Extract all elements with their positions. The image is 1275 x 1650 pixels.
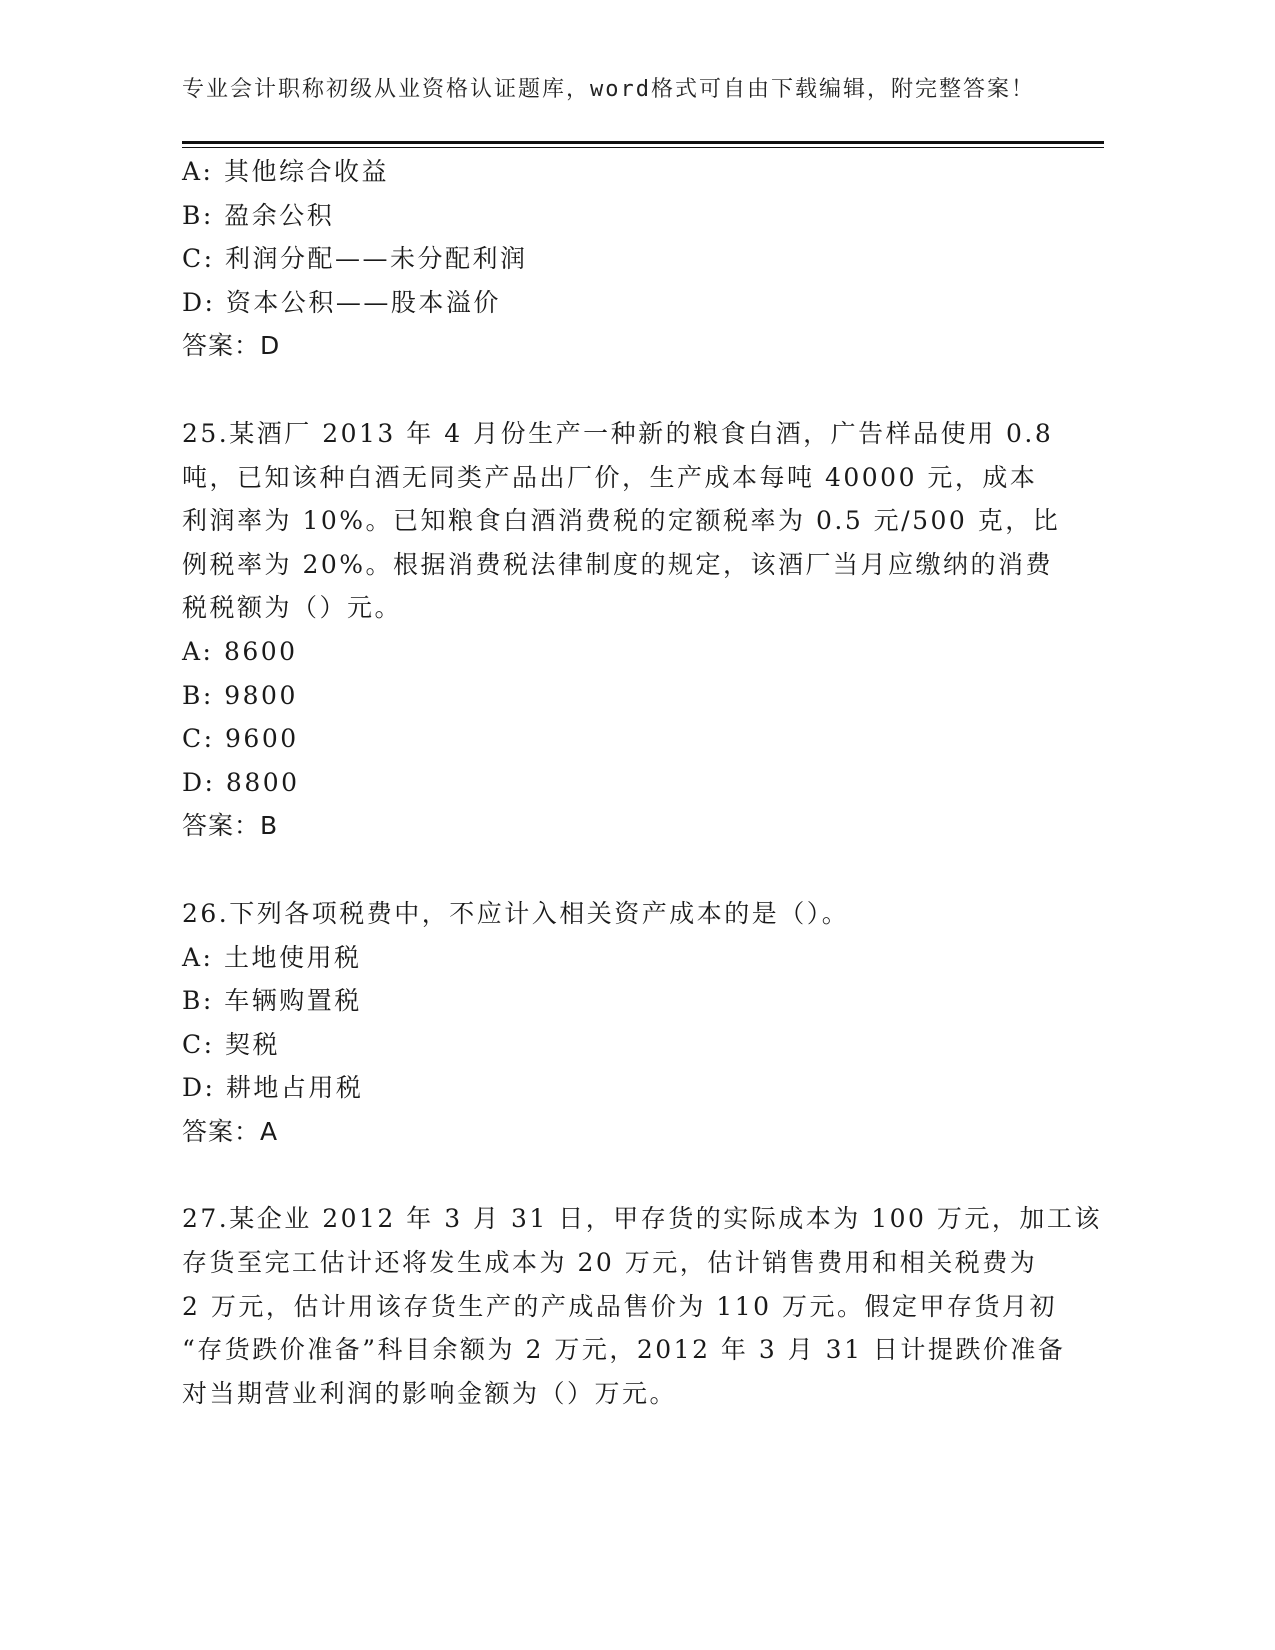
option-c: C: 9600 xyxy=(182,724,299,754)
question-stem-line: 税税额为（）元。 xyxy=(182,593,403,623)
question-stem-line: “存货跌价准备”科目余额为 2 万元，2012 年 3 月 31 日计提跌价准备 xyxy=(182,1335,1066,1365)
option-d: D: 耕地占用税 xyxy=(182,1073,364,1103)
question-content xyxy=(182,150,1102,1415)
question-stem-line: 利润率为 10%。已知粮食白酒消费税的定额税率为 0.5 元/500 克，比 xyxy=(182,506,1061,536)
question-stem-line: 对当期营业利润的影响金额为（）万元。 xyxy=(182,1378,678,1408)
question-stem-line: 吨，已知该种白酒无同类产品出厂价，生产成本每吨 40000 元，成本 xyxy=(182,462,1038,492)
question-stem-line: 2 万元，估计用该存货生产的产成品售价为 110 万元。假定甲存货月初 xyxy=(182,1291,1057,1321)
option-c: C: 利润分配——未分配利润 xyxy=(182,244,528,274)
option-b: B: 9800 xyxy=(182,680,298,710)
prev-question xyxy=(182,150,1042,368)
answer-line: 答案：D xyxy=(182,331,281,361)
header-rule-thick xyxy=(182,141,1104,144)
option-d: D: 资本公积——股本溢价 xyxy=(182,287,501,317)
spacer xyxy=(182,1153,1042,1197)
answer-line: 答案：A xyxy=(182,1116,279,1146)
option-b: B: 车辆购置税 xyxy=(182,986,362,1016)
spacer xyxy=(182,848,1042,892)
option-a: A: 8600 xyxy=(182,636,298,666)
question-27 xyxy=(182,1197,1102,1415)
question-stem-line: 26.下列各项税费中，不应计入相关资产成本的是（）。 xyxy=(182,898,850,928)
page-header: 专业会计职称初级从业资格认证题库，word格式可自由下载编辑，附完整答案！ xyxy=(182,77,1035,102)
question-stem-line: 例税率为 20%。根据消费税法律制度的规定，该酒厂当月应缴纳的消费 xyxy=(182,549,1054,579)
option-d: D: 8800 xyxy=(182,767,300,797)
question-26 xyxy=(182,892,1042,1154)
question-stem-line: 27.某企业 2012 年 3 月 31 日，甲存货的实际成本为 100 万元，加工该 xyxy=(182,1204,1102,1234)
header-rule-thin xyxy=(182,147,1104,148)
spacer xyxy=(182,368,1042,412)
question-stem-line: 25.某酒厂 2013 年 4 月份生产一种新的粮食白酒，广告样品使用 0.8 xyxy=(182,418,1054,448)
question-25 xyxy=(182,412,1061,848)
answer-line: 答案：B xyxy=(182,811,279,841)
option-c: C: 契税 xyxy=(182,1029,281,1059)
option-b: B: 盈余公积 xyxy=(182,200,335,230)
question-stem-line: 存货至完工估计还将发生成本为 20 万元，估计销售费用和相关税费为 xyxy=(182,1248,1038,1278)
option-a: A: 土地使用税 xyxy=(182,942,362,972)
option-a: A: 其他综合收益 xyxy=(182,157,389,186)
